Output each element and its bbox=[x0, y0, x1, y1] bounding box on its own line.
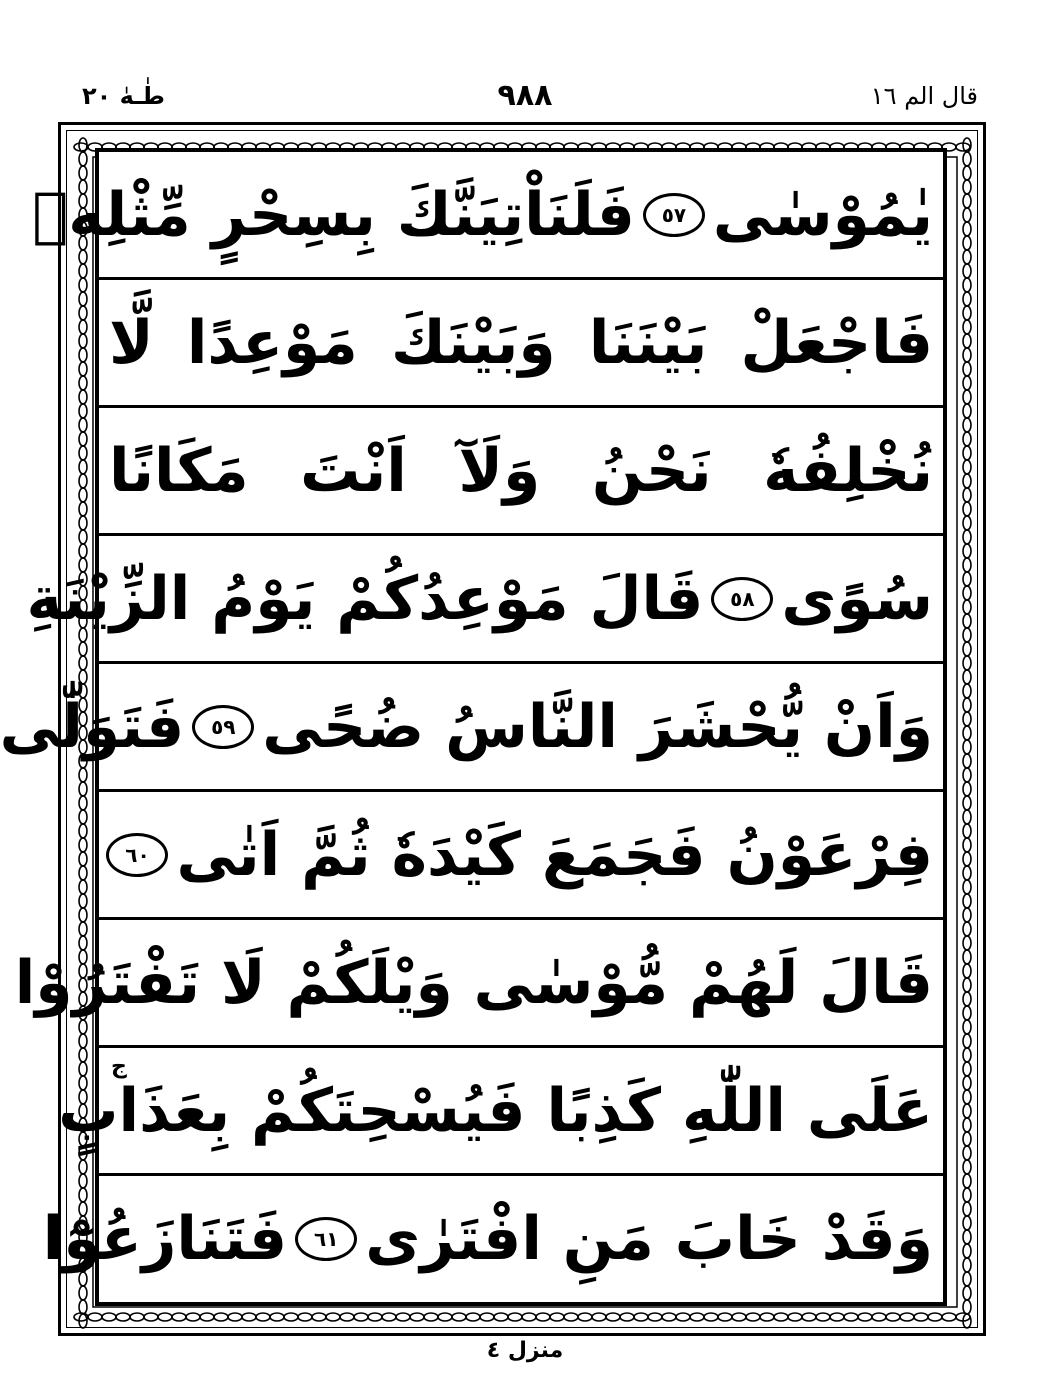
chain-link bbox=[130, 1313, 144, 1321]
chain-link bbox=[963, 922, 971, 936]
chain-link bbox=[79, 446, 87, 460]
chain-link bbox=[79, 1286, 87, 1300]
chain-link bbox=[354, 1313, 368, 1321]
chain-link bbox=[144, 1313, 158, 1321]
chain-link bbox=[963, 866, 971, 880]
chain-link bbox=[424, 1313, 438, 1321]
chain-link bbox=[79, 810, 87, 824]
chain-link bbox=[158, 1313, 172, 1321]
chain-link bbox=[88, 1313, 102, 1321]
chain-link bbox=[963, 334, 971, 348]
chain-link bbox=[298, 1313, 312, 1321]
chain-link bbox=[963, 1062, 971, 1076]
para-name: قال الم ١٦ bbox=[870, 82, 978, 110]
chain-link bbox=[963, 572, 971, 586]
surah-name: طٰـهٰ ٢٠ bbox=[82, 82, 166, 110]
chain-link bbox=[79, 404, 87, 418]
chain-link bbox=[79, 838, 87, 852]
chain-link bbox=[79, 1048, 87, 1062]
chain-link bbox=[79, 460, 87, 474]
chain-link bbox=[963, 600, 971, 614]
chain-link bbox=[550, 1313, 564, 1321]
chain-link bbox=[494, 1313, 508, 1321]
chain-link bbox=[79, 656, 87, 670]
chain-link bbox=[802, 1313, 816, 1321]
chain-link bbox=[963, 1132, 971, 1146]
chain-link bbox=[963, 432, 971, 446]
text-line-9 bbox=[42, 1176, 943, 1302]
chain-link bbox=[963, 194, 971, 208]
chain-link bbox=[284, 1313, 298, 1321]
chain-link bbox=[963, 586, 971, 600]
chain-link bbox=[760, 1313, 774, 1321]
chain-link bbox=[963, 1034, 971, 1048]
chain-link bbox=[963, 544, 971, 558]
chain-link bbox=[963, 670, 971, 684]
waqf-mark: ج bbox=[111, 1054, 127, 1079]
chain-link bbox=[963, 1076, 971, 1090]
chain-link bbox=[79, 166, 87, 180]
chain-link bbox=[732, 1313, 746, 1321]
chain-link bbox=[942, 1313, 956, 1321]
chain-link bbox=[79, 894, 87, 908]
chain-link bbox=[242, 1313, 256, 1321]
chain-link bbox=[662, 1313, 676, 1321]
chain-link bbox=[963, 180, 971, 194]
line-text-after: فَتَنَازَعُوْٓا bbox=[42, 1204, 288, 1274]
chain-link bbox=[102, 1313, 116, 1321]
text-line-5 bbox=[0, 664, 943, 792]
line-text-before: سُوًى bbox=[781, 563, 933, 634]
chain-link bbox=[79, 1020, 87, 1034]
chain-link bbox=[620, 1313, 634, 1321]
chain-link bbox=[368, 1313, 382, 1321]
chain-link bbox=[963, 1006, 971, 1020]
chain-link bbox=[963, 964, 971, 978]
chain-link bbox=[79, 866, 87, 880]
chain-link bbox=[312, 1313, 326, 1321]
chain-link bbox=[963, 376, 971, 390]
chain-link bbox=[592, 1313, 606, 1321]
chain-link bbox=[963, 1188, 971, 1202]
chain-link bbox=[963, 320, 971, 334]
ayah-number-marker: ٦١ bbox=[295, 1217, 357, 1261]
chain-link bbox=[900, 1313, 914, 1321]
chain-link bbox=[858, 1313, 872, 1321]
chain-link bbox=[79, 1272, 87, 1286]
chain-link bbox=[963, 1146, 971, 1160]
chain-link bbox=[963, 474, 971, 488]
chain-link bbox=[606, 1313, 620, 1321]
chain-link bbox=[963, 1272, 971, 1286]
text-line-7 bbox=[14, 920, 943, 1048]
chain-link bbox=[963, 936, 971, 950]
ayah-number-marker: ٦٠ bbox=[106, 833, 168, 877]
chain-link bbox=[963, 1216, 971, 1230]
chain-link bbox=[79, 502, 87, 516]
page-header bbox=[60, 78, 990, 122]
chain-link bbox=[79, 264, 87, 278]
chain-link bbox=[79, 908, 87, 922]
chain-link bbox=[963, 824, 971, 838]
line-text-after: فَلَنَاْتِيَنَّكَ بِسِحْرٍ مِّثْلِهٖ bbox=[32, 179, 635, 250]
chain-link bbox=[963, 1020, 971, 1034]
chain-link bbox=[963, 1300, 971, 1314]
chain-link bbox=[79, 796, 87, 810]
chain-link bbox=[963, 852, 971, 866]
chain-link bbox=[963, 642, 971, 656]
chain-link bbox=[963, 236, 971, 250]
chain-link bbox=[872, 1313, 886, 1321]
chain-link bbox=[963, 1244, 971, 1258]
chain-link bbox=[564, 1313, 578, 1321]
chain-link bbox=[963, 894, 971, 908]
chain-link bbox=[396, 1313, 410, 1321]
chain-link bbox=[79, 152, 87, 166]
chain-link bbox=[963, 656, 971, 670]
chain-link bbox=[79, 516, 87, 530]
chain-link bbox=[963, 208, 971, 222]
chain-link bbox=[79, 292, 87, 306]
chain-link bbox=[963, 768, 971, 782]
chain-link bbox=[816, 1313, 830, 1321]
chain-link bbox=[963, 166, 971, 180]
line-text-before: نُخْلِفُهٗ نَحْنُ وَلَآ اَنْتَ مَكَانًا bbox=[109, 435, 933, 506]
chain-link bbox=[79, 376, 87, 390]
chain-link bbox=[963, 502, 971, 516]
chain-link bbox=[79, 670, 87, 684]
chain-link bbox=[963, 488, 971, 502]
chain-link bbox=[963, 348, 971, 362]
chain-link bbox=[634, 1313, 648, 1321]
line-text-before: وَاَنْ يُّحْشَرَ النَّاسُ ضُحًى bbox=[262, 691, 933, 762]
chain-link bbox=[186, 1313, 200, 1321]
chain-link bbox=[963, 838, 971, 852]
chain-link bbox=[79, 1300, 87, 1314]
line-text-before: وَقَدْ خَابَ مَنِ افْتَرٰى bbox=[365, 1204, 933, 1274]
line-text-before: يٰمُوْسٰى bbox=[712, 179, 933, 250]
chain-link bbox=[746, 1313, 760, 1321]
chain-link bbox=[79, 334, 87, 348]
chain-link bbox=[116, 1313, 130, 1321]
chain-link bbox=[963, 614, 971, 628]
chain-link bbox=[963, 908, 971, 922]
chain-link bbox=[963, 418, 971, 432]
chain-link bbox=[963, 152, 971, 166]
line-text-before: فِرْعَوْنُ فَجَمَعَ كَيْدَهٗ ثُمَّ اَتٰى bbox=[176, 819, 933, 890]
chain-link bbox=[480, 1313, 494, 1321]
line-text-before: قَالَ لَهُمْ مُّوْسٰى وَيْلَكُمْ لَا تَفْتَرُوْا bbox=[14, 947, 933, 1018]
chain-link bbox=[963, 628, 971, 642]
chain-link bbox=[690, 1313, 704, 1321]
chain-link bbox=[270, 1313, 284, 1321]
chain-link bbox=[963, 810, 971, 824]
chain-link bbox=[536, 1313, 550, 1321]
chain-link bbox=[79, 1174, 87, 1188]
chain-link bbox=[79, 1034, 87, 1048]
chain-link bbox=[830, 1313, 844, 1321]
ayah-number-marker: ٥٨ bbox=[711, 577, 773, 621]
chain-link bbox=[79, 1062, 87, 1076]
manzil-footer: منزل ٤ bbox=[486, 1338, 564, 1363]
chain-link bbox=[79, 1188, 87, 1202]
chain-link bbox=[963, 558, 971, 572]
chain-link bbox=[963, 740, 971, 754]
ayah-number-marker: ٥٧ bbox=[643, 193, 705, 237]
text-line-3 bbox=[99, 408, 943, 536]
chain-link bbox=[963, 292, 971, 306]
text-panel bbox=[0, 148, 947, 1306]
chain-link bbox=[963, 726, 971, 740]
chain-link bbox=[79, 348, 87, 362]
chain-link bbox=[928, 1313, 942, 1321]
chain-link bbox=[788, 1313, 802, 1321]
text-line-6 bbox=[99, 792, 943, 920]
chain-link bbox=[963, 1048, 971, 1062]
line-text-after: فَتَوَلّٰى bbox=[0, 691, 185, 762]
chain-link bbox=[79, 544, 87, 558]
chain-link bbox=[466, 1313, 480, 1321]
chain-link bbox=[963, 1202, 971, 1216]
chain-link bbox=[410, 1313, 424, 1321]
chain-link bbox=[214, 1313, 228, 1321]
chain-link bbox=[79, 530, 87, 544]
chain-link bbox=[79, 922, 87, 936]
chain-link bbox=[452, 1313, 466, 1321]
chain-link bbox=[79, 768, 87, 782]
chain-link bbox=[963, 684, 971, 698]
chain-link bbox=[963, 796, 971, 810]
chain-link bbox=[963, 754, 971, 768]
chain-link bbox=[79, 782, 87, 796]
chain-link bbox=[79, 320, 87, 334]
chain-link bbox=[228, 1313, 242, 1321]
chain-link bbox=[200, 1313, 214, 1321]
chain-link bbox=[963, 306, 971, 320]
chain-link bbox=[963, 446, 971, 460]
chain-link bbox=[79, 1160, 87, 1174]
chain-link bbox=[963, 1230, 971, 1244]
chain-link bbox=[79, 474, 87, 488]
chain-link bbox=[963, 1104, 971, 1118]
chain-link bbox=[522, 1313, 536, 1321]
text-line-2 bbox=[99, 280, 943, 408]
chain-link bbox=[718, 1313, 732, 1321]
chain-link bbox=[79, 432, 87, 446]
text-line-4 bbox=[26, 536, 943, 664]
chain-link bbox=[963, 712, 971, 726]
chain-link bbox=[79, 880, 87, 894]
chain-link bbox=[963, 278, 971, 292]
chain-link bbox=[326, 1313, 340, 1321]
chain-link bbox=[963, 264, 971, 278]
chain-link bbox=[963, 1118, 971, 1132]
chain-link bbox=[79, 278, 87, 292]
line-text-before: عَلَى اللّٰهِ كَذِبًا فَيُسْحِتَكُمْ بِعَذَابٍ bbox=[58, 1075, 933, 1146]
ayah-number-marker: ٥٩ bbox=[192, 705, 254, 749]
chain-link bbox=[578, 1313, 592, 1321]
chain-link bbox=[963, 1090, 971, 1104]
page-number: ٩٨٨ bbox=[497, 78, 553, 113]
chain-link bbox=[256, 1313, 270, 1321]
chain-link bbox=[79, 824, 87, 838]
text-line-1 bbox=[32, 152, 943, 280]
chain-link bbox=[963, 1174, 971, 1188]
chain-link bbox=[79, 642, 87, 656]
chain-link bbox=[963, 404, 971, 418]
chain-link bbox=[79, 1146, 87, 1160]
chain-link bbox=[963, 362, 971, 376]
chain-link bbox=[963, 880, 971, 894]
chain-link bbox=[774, 1313, 788, 1321]
chain-link bbox=[340, 1313, 354, 1321]
chain-link bbox=[886, 1313, 900, 1321]
chain-link bbox=[963, 530, 971, 544]
chain-link bbox=[79, 390, 87, 404]
line-text-after: قَالَ مَوْعِدُكُمْ يَوْمُ الزِّيْنَةِ bbox=[26, 563, 704, 634]
chain-link bbox=[79, 362, 87, 376]
chain-link bbox=[648, 1313, 662, 1321]
chain-link bbox=[79, 250, 87, 264]
text-line-8 bbox=[58, 1048, 943, 1176]
chain-link bbox=[79, 488, 87, 502]
chain-link bbox=[963, 222, 971, 236]
chain-link bbox=[963, 992, 971, 1006]
chain-link bbox=[963, 978, 971, 992]
chain-link bbox=[963, 516, 971, 530]
chain-link bbox=[963, 1258, 971, 1272]
chain-link bbox=[963, 390, 971, 404]
chain-link bbox=[963, 950, 971, 964]
chain-link bbox=[382, 1313, 396, 1321]
chain-link bbox=[844, 1313, 858, 1321]
chain-link bbox=[963, 698, 971, 712]
chain-link bbox=[963, 460, 971, 474]
chain-link bbox=[704, 1313, 718, 1321]
chain-link bbox=[963, 782, 971, 796]
chain-link bbox=[79, 306, 87, 320]
chain-link bbox=[79, 418, 87, 432]
chain-link bbox=[963, 1160, 971, 1174]
chain-link bbox=[963, 250, 971, 264]
chain-link bbox=[963, 1286, 971, 1300]
chain-link bbox=[79, 852, 87, 866]
line-text-before: فَاجْعَلْ بَيْنَنَا وَبَيْنَكَ مَوْعِدًا لَّا bbox=[109, 307, 933, 378]
chain-link bbox=[172, 1313, 186, 1321]
chain-link bbox=[508, 1313, 522, 1321]
chain-link bbox=[676, 1313, 690, 1321]
chain-link bbox=[438, 1313, 452, 1321]
chain-link bbox=[914, 1313, 928, 1321]
